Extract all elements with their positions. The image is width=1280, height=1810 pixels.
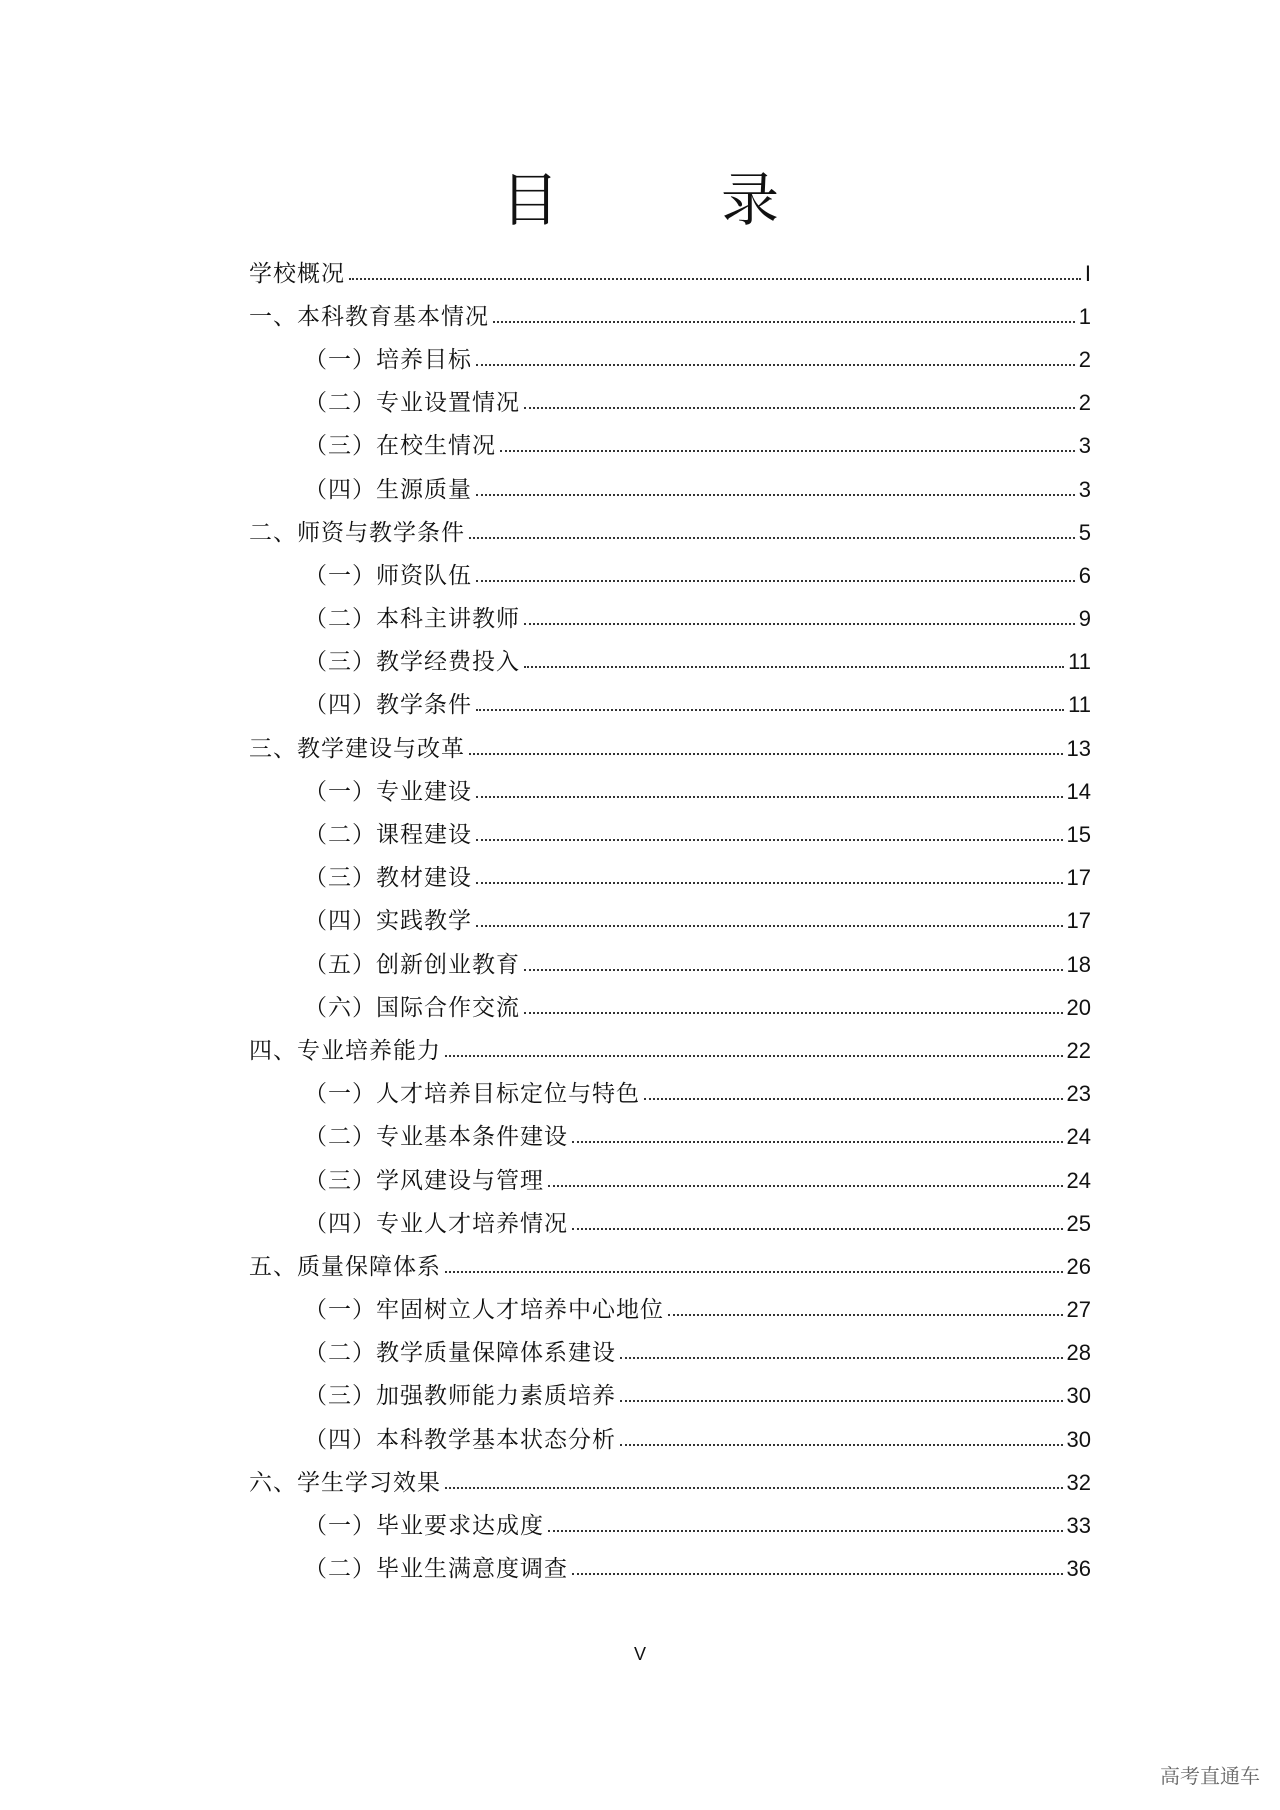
toc-subentry[interactable] [249,382,1091,425]
toc-subentry[interactable] [249,1332,1091,1375]
toc-entry-page: I [1084,260,1091,286]
toc-entry-label: 六、学生学习效果 [249,1469,441,1496]
toc-entry-page: 3 [1078,476,1091,502]
page-number: V [633,1644,646,1664]
toc-entry-page: 13 [1066,735,1091,761]
toc-entry-label: （四）教学条件 [304,692,472,719]
toc-entry-page: 22 [1066,1037,1091,1063]
toc-entry-label: （二）专业设置情况 [304,390,520,417]
dot-leader [572,1573,1063,1575]
toc-entry-label: （四）本科教学基本状态分析 [304,1426,616,1453]
toc-subentry[interactable] [249,943,1091,986]
toc-subentry[interactable] [249,1375,1091,1418]
watermark: 高考直通车 [1160,1764,1260,1788]
dot-leader [524,666,1064,668]
toc-entry-label: （一）牢固树立人才培养中心地位 [304,1297,664,1324]
toc-entry-page: 23 [1066,1081,1091,1107]
toc-entry[interactable] [249,1029,1091,1072]
toc-entry-label: （三）学风建设与管理 [304,1167,544,1194]
dot-leader [476,882,1063,884]
dot-leader [572,1228,1063,1230]
toc-entry-label: （一）师资队伍 [304,562,472,589]
dot-leader [524,623,1075,625]
toc-entry-page: 9 [1078,606,1091,632]
dot-leader [620,1400,1063,1402]
dot-leader [476,364,1075,366]
toc-entry[interactable] [249,1245,1091,1288]
toc-entry-page: 33 [1066,1513,1091,1539]
toc-subentry[interactable] [249,1116,1091,1159]
toc-subentry[interactable] [249,468,1091,511]
toc-entry-page: 30 [1066,1383,1091,1409]
toc-entry-label: （六）国际合作交流 [304,994,520,1021]
toc-entry-page: 2 [1078,346,1091,372]
dot-leader [620,1444,1063,1446]
toc-entry-page: 17 [1066,865,1091,891]
toc-entry-label: 三、教学建设与改革 [249,735,465,762]
toc-entry-page: 11 [1068,692,1091,718]
toc-entry[interactable] [249,252,1091,295]
toc-subentry[interactable] [249,1289,1091,1332]
dot-leader [349,278,1081,280]
toc-entry-label: （二）本科主讲教师 [304,606,520,633]
toc-entry-label: （三）教学经费投入 [304,649,520,676]
toc-subentry[interactable] [249,684,1091,727]
dot-leader [476,925,1063,927]
dot-leader [500,450,1075,452]
toc-entry[interactable] [249,295,1091,338]
toc-entry-page: 30 [1066,1426,1091,1452]
dot-leader [620,1357,1063,1359]
toc-entry-page: 2 [1078,390,1091,416]
toc-subentry[interactable] [249,598,1091,641]
toc-entry-page: 17 [1066,908,1091,934]
dot-leader [445,1487,1063,1489]
toc-subentry[interactable] [249,554,1091,597]
toc-entry[interactable] [249,727,1091,770]
toc-entry-label: （二）教学质量保障体系建设 [304,1340,616,1367]
toc-entry-page: 14 [1066,778,1091,804]
toc-subentry[interactable] [249,1073,1091,1116]
toc-entry-page: 24 [1066,1167,1091,1193]
dot-leader [524,407,1075,409]
toc-entry-label: （四）生源质量 [304,476,472,503]
toc-subentry[interactable] [249,770,1091,813]
dot-leader [493,321,1075,323]
dot-leader [445,1055,1063,1057]
toc-subentry[interactable] [249,1202,1091,1245]
toc-entry-page: 18 [1066,951,1091,977]
toc-entry-label: （五）创新创业教育 [304,951,520,978]
dot-leader [476,709,1064,711]
toc-subentry[interactable] [249,986,1091,1029]
toc-subentry[interactable] [249,900,1091,943]
dot-leader [668,1314,1063,1316]
toc-entry-label: （三）加强教师能力素质培养 [304,1383,616,1410]
dot-leader [548,1530,1063,1532]
toc-entry-label: （二）专业基本条件建设 [304,1124,568,1151]
toc-entry-label: （三）教材建设 [304,865,472,892]
toc-subentry[interactable] [249,1504,1091,1547]
toc-entry-label: （一）人才培养目标定位与特色 [304,1081,640,1108]
dot-leader [469,537,1075,539]
dot-leader [476,839,1063,841]
toc-entry-page: 15 [1066,822,1091,848]
toc-subentry[interactable] [249,1159,1091,1202]
toc-entry-label: 一、本科教育基本情况 [249,303,489,330]
toc-subentry[interactable] [249,641,1091,684]
toc-subentry[interactable] [249,338,1091,381]
toc-entry-page: 1 [1078,303,1091,329]
toc-entry-label: 二、师资与教学条件 [249,519,465,546]
dot-leader [476,494,1075,496]
toc-entry-label: （四）专业人才培养情况 [304,1210,568,1237]
toc-entry-page: 5 [1078,519,1091,545]
toc-entry-label: （一）毕业要求达成度 [304,1513,544,1540]
dot-leader [644,1098,1063,1100]
dot-leader [445,1271,1063,1273]
toc-subentry[interactable] [249,425,1091,468]
dot-leader [476,796,1063,798]
toc-entry-page: 32 [1066,1469,1091,1495]
toc-entry-label: （一）专业建设 [304,778,472,805]
toc-entry-label: （一）培养目标 [304,346,472,373]
dot-leader [572,1141,1063,1143]
toc-subentry[interactable] [249,813,1091,856]
toc-entry-page: 27 [1066,1297,1091,1323]
toc-entry-label: 四、专业培养能力 [249,1037,441,1064]
toc-entry-page: 36 [1066,1556,1091,1582]
toc-entry-page: 20 [1066,994,1091,1020]
toc-entry-label: 五、质量保障体系 [249,1253,441,1280]
table-of-contents [249,252,1091,1591]
toc-entry-label: （二）毕业生满意度调查 [304,1556,568,1583]
dot-leader [548,1185,1063,1187]
toc-entry-page: 11 [1068,649,1091,675]
dot-leader [524,1012,1063,1014]
dot-leader [524,969,1063,971]
dot-leader [476,580,1075,582]
toc-title: 目 录 [500,166,831,234]
toc-entry-label: （三）在校生情况 [304,433,496,460]
toc-subentry[interactable] [249,1418,1091,1461]
dot-leader [469,753,1063,755]
toc-entry-label: （四）实践教学 [304,908,472,935]
toc-subentry[interactable] [249,1548,1091,1591]
toc-entry-page: 26 [1066,1253,1091,1279]
toc-entry-page: 3 [1078,433,1091,459]
toc-subentry[interactable] [249,857,1091,900]
toc-entry-label: 学校概况 [249,260,345,287]
toc-entry-label: （二）课程建设 [304,822,472,849]
toc-entry[interactable] [249,511,1091,554]
toc-entry-page: 28 [1066,1340,1091,1366]
toc-entry[interactable] [249,1461,1091,1504]
toc-entry-page: 25 [1066,1210,1091,1236]
toc-entry-page: 24 [1066,1124,1091,1150]
toc-entry-page: 6 [1078,562,1091,588]
